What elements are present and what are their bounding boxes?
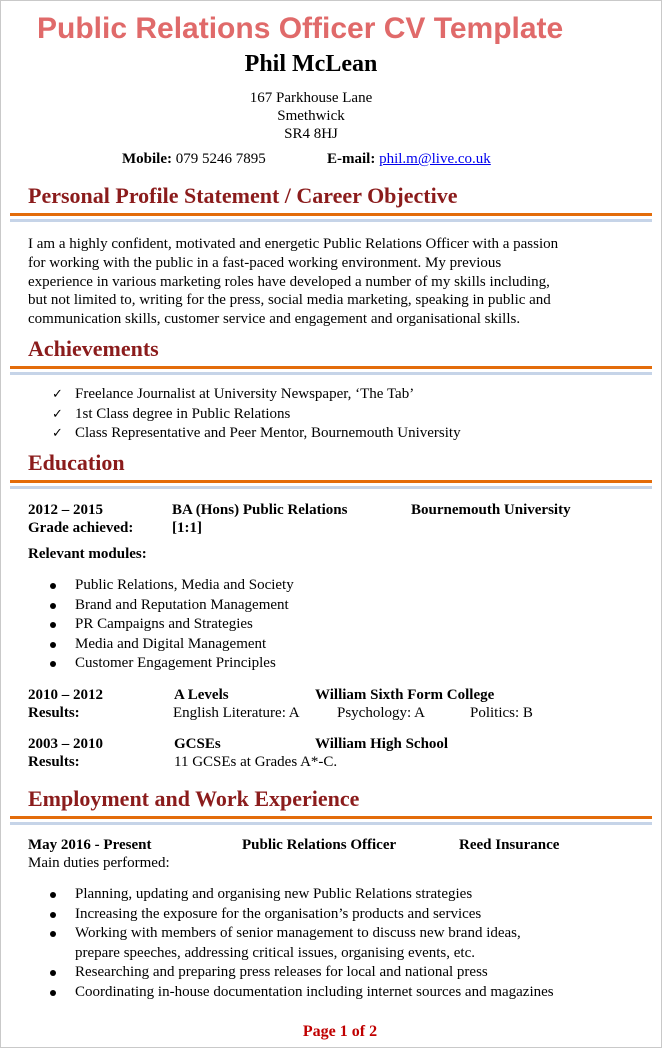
gcses-course: GCSEs (174, 736, 221, 752)
duties-label: Main duties performed: (28, 855, 170, 871)
checkmark-icon: ✓ (52, 406, 63, 422)
alevels-results-label: Results: (28, 705, 80, 721)
list-item: Planning, updating and organising new Public Relations strategies (44, 885, 554, 905)
job-dates: May 2016 - Present (28, 837, 152, 853)
employment-heading: Employment and Work Experience (28, 786, 360, 811)
degree-dates: 2012 – 2015 (28, 502, 103, 518)
section-divider (10, 480, 652, 489)
gcses-institution: William High School (315, 736, 449, 752)
achievements-heading: Achievements (28, 336, 159, 361)
modules-label: Relevant modules: (28, 546, 147, 562)
alevels-course: A Levels (174, 687, 229, 703)
mobile-label: Mobile: (122, 151, 172, 167)
bullet-icon (50, 661, 56, 667)
section-divider (10, 366, 652, 375)
gcses-results-label: Results: (28, 754, 80, 770)
email-link[interactable]: phil.m@live.co.uk (379, 151, 491, 167)
education-heading: Education (28, 450, 125, 475)
achievements-list (44, 385, 461, 444)
bullet-icon (50, 931, 56, 937)
email-contact (327, 150, 491, 168)
document-title: Public Relations Officer CV Template (37, 12, 564, 45)
checkmark-icon: ✓ (52, 426, 63, 441)
list-item: PR Campaigns and Strategies (44, 615, 294, 635)
page-number: Page 1 of 2 (302, 1023, 378, 1040)
section-divider (10, 816, 652, 825)
grade-value: [1:1] (172, 520, 202, 536)
alevels-result: Psychology: A (337, 705, 425, 721)
profile-line: communication skills, customer service and engagement and organisational skills. (28, 311, 521, 328)
list-item: Brand and Reputation Management (44, 596, 294, 616)
alevels-result: English Literature: A (173, 705, 300, 721)
list-item: Researching and preparing press releases for local and national press (44, 963, 554, 983)
list-item: Increasing the exposure for the organisation’s products and services (44, 905, 554, 925)
list-item: Coordinating in-house documentation including internet sources and magazines (44, 983, 554, 1003)
bullet-icon (50, 990, 56, 996)
bullet-icon (50, 603, 56, 609)
alevels-dates: 2010 – 2012 (28, 687, 103, 703)
degree-course: BA (Hons) Public Relations (172, 502, 348, 518)
list-item: ✓ Freelance Journalist at University Newspaper, ‘The Tab’ (44, 385, 461, 405)
list-item: Customer Engagement Principles (44, 654, 294, 674)
gcses-dates: 2003 – 2010 (28, 736, 103, 752)
alevels-result: Politics: B (470, 705, 533, 721)
job-company: Reed Insurance (459, 837, 560, 853)
email-label: E-mail: (327, 151, 376, 167)
list-item: ✓ Class Representative and Peer Mentor, Bournemouth University (44, 424, 461, 444)
bullet-icon (50, 970, 56, 976)
mobile-number: 079 5246 7895 (175, 151, 266, 167)
modules-list (44, 576, 294, 674)
profile-heading: Personal Profile Statement / Career Objective (28, 183, 458, 208)
list-item: Working with members of senior management to discuss new brand ideas, prepare speeches, addressing critical issues, organising events, etc. (44, 924, 554, 963)
list-item: Media and Digital Management (44, 635, 294, 655)
job-role: Public Relations Officer (242, 837, 397, 853)
duties-list (44, 885, 554, 1002)
grade-label: Grade achieved: (28, 520, 134, 536)
address-line-1: 167 Parkhouse Lane (249, 90, 373, 106)
list-item: Public Relations, Media and Society (44, 576, 294, 596)
alevels-institution: William Sixth Form College (315, 687, 495, 703)
bullet-icon (50, 622, 56, 628)
candidate-name: Phil McLean (244, 51, 378, 77)
list-item: ✓ 1st Class degree in Public Relations (44, 405, 461, 425)
bullet-icon (50, 642, 56, 648)
mobile-contact (122, 150, 266, 168)
bullet-icon (50, 892, 56, 898)
profile-line: experience in various marketing roles have developed a number of my skills including, (28, 273, 550, 290)
degree-institution: Bournemouth University (411, 502, 571, 518)
address-line-3: SR4 8HJ (284, 126, 338, 142)
section-divider (10, 213, 652, 222)
checkmark-icon: ✓ (52, 387, 63, 402)
profile-line: but not limited to, writing for the press, social media marketing, speaking in public and (28, 292, 551, 309)
bullet-icon (50, 912, 56, 918)
gcses-results: 11 GCSEs at Grades A*-C. (174, 754, 338, 770)
profile-paragraph (28, 235, 628, 329)
address-line-2: Smethwick (277, 108, 345, 124)
profile-line: for working with the public in a fast-paced working environment. My previous (28, 254, 502, 271)
bullet-icon (50, 583, 56, 589)
profile-line: I am a highly confident, motivated and energetic Public Relations Officer with a passion (28, 236, 559, 252)
